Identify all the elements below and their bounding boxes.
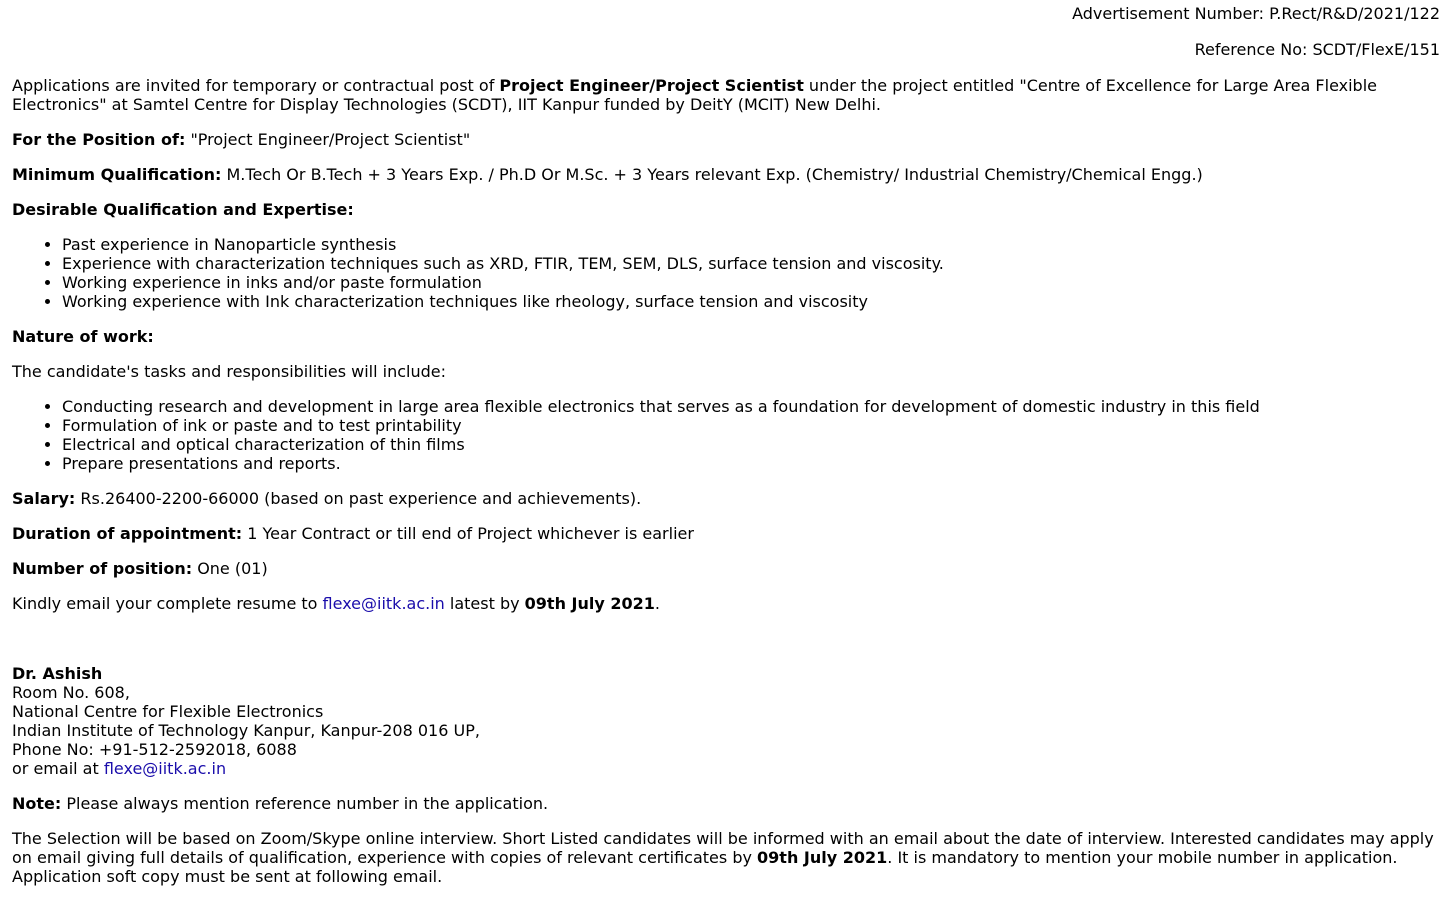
contact-name: Dr. Ashish [12, 664, 103, 683]
note-label: Note: [12, 794, 62, 813]
duration-line [12, 524, 1440, 543]
salary-line [12, 489, 1440, 508]
contact-phone: Phone No: +91-512-2592018, 6088 [12, 740, 297, 759]
contact-institute: Indian Institute of Technology Kanpur, Kanpur-208 016 UP, [12, 721, 480, 740]
list-item: • Formulation of ink or paste and to test printability [62, 416, 1440, 435]
nature-label: Nature of work: [12, 327, 154, 346]
deadline-date: 09th July 2021 [524, 594, 655, 613]
list-item: • Past experience in Nanoparticle synthesis [62, 235, 1440, 254]
salary-label: Salary: [12, 489, 76, 508]
desirable-list [12, 235, 1440, 311]
contact-centre: National Centre for Flexible Electronics [12, 702, 324, 721]
selection-date: 09th July 2021 [757, 848, 888, 867]
list-item: • Working experience with Ink characterization techniques like rheology, surface tension and viscosity [62, 292, 1440, 311]
positions-label: Number of position: [12, 559, 193, 578]
contact-room: Room No. 608, [12, 683, 130, 702]
min-qualification-label: Minimum Qualification: [12, 165, 222, 184]
contact-email-line [12, 759, 1440, 778]
spacer [12, 629, 1440, 664]
list-item: • Working experience in inks and/or paste formulation [62, 273, 1440, 292]
intro-post-title: Project Engineer/Project Scientist [499, 76, 804, 95]
duration-label: Duration of appointment: [12, 524, 243, 543]
intro-suffix: under the project entitled "Centre of Excellence for Large Area Flexible Electronics" at Samtel Centre for Display Technologies (SCDT), IIT Kanpur funded by DeitY (MCIT) New Delhi. [12, 76, 1377, 114]
email-line-prefix: Kindly email your complete resume to [12, 594, 323, 613]
nature-heading [12, 327, 1440, 346]
nature-intro: The candidate's tasks and responsibilities will include: [12, 362, 446, 381]
list-item: • Experience with characterization techniques such as XRD, FTIR, TEM, SEM, DLS, surface tension and viscosity. [62, 254, 1440, 273]
selection-paragraph [12, 829, 1440, 886]
contact-address [12, 664, 1440, 778]
email-resume-line [12, 594, 1440, 613]
email-line-middle: latest by [444, 594, 525, 613]
positions-line [12, 559, 1440, 578]
position-line [12, 130, 1440, 149]
email-line-suffix: . [654, 594, 660, 613]
note-line [12, 794, 1440, 813]
min-qualification-line [12, 165, 1440, 184]
salary-value: Rs.26400-2200-66000 (based on past experience and achievements). [75, 489, 642, 508]
advertisement-number: Advertisement Number: P.Rect/R&D/2021/122 [1072, 4, 1440, 23]
reference-number: Reference No: SCDT/FlexE/151 [1194, 40, 1440, 59]
intro-prefix: Applications are invited for temporary or contractual post of [12, 76, 500, 95]
contact-email-link[interactable]: flexe@iitk.ac.in [103, 759, 227, 778]
min-qualification-value: M.Tech Or B.Tech + 3 Years Exp. / Ph.D Or M.Sc. + 3 Years relevant Exp. (Chemistry/ Industrial Chemistry/Chemical Engg.) [221, 165, 1203, 184]
nature-list [12, 397, 1440, 473]
selection-part1: The Selection will be based on Zoom/Skype online interview. Short Listed candidates will be informed with an email about the date of interview. Interested candidates may apply on email giving full details of qualification, experience with copies of relevant certificates by [12, 829, 1434, 867]
positions-value: One (01) [192, 559, 268, 578]
contact-email-prefix: or email at [12, 759, 104, 778]
list-item: • Conducting research and development in large area flexible electronics that serves as a foundation for development of domestic industry in this field [62, 397, 1440, 416]
list-item: • Prepare presentations and reports. [62, 454, 1440, 473]
note-value: Please always mention reference number in the application. [61, 794, 549, 813]
selection-part2: . It is mandatory to mention your mobile number in application. Application soft copy must be sent at following email. [12, 848, 1398, 886]
intro-paragraph [12, 76, 1440, 114]
position-value: "Project Engineer/Project Scientist" [185, 130, 471, 149]
list-item: • Electrical and optical characterization of thin films [62, 435, 1440, 454]
duration-value: 1 Year Contract or till end of Project whichever is earlier [242, 524, 694, 543]
desirable-heading [12, 200, 1440, 219]
resume-email-link[interactable]: flexe@iitk.ac.in [322, 594, 445, 613]
desirable-label: Desirable Qualification and Expertise: [12, 200, 354, 219]
position-label: For the Position of: [12, 130, 186, 149]
